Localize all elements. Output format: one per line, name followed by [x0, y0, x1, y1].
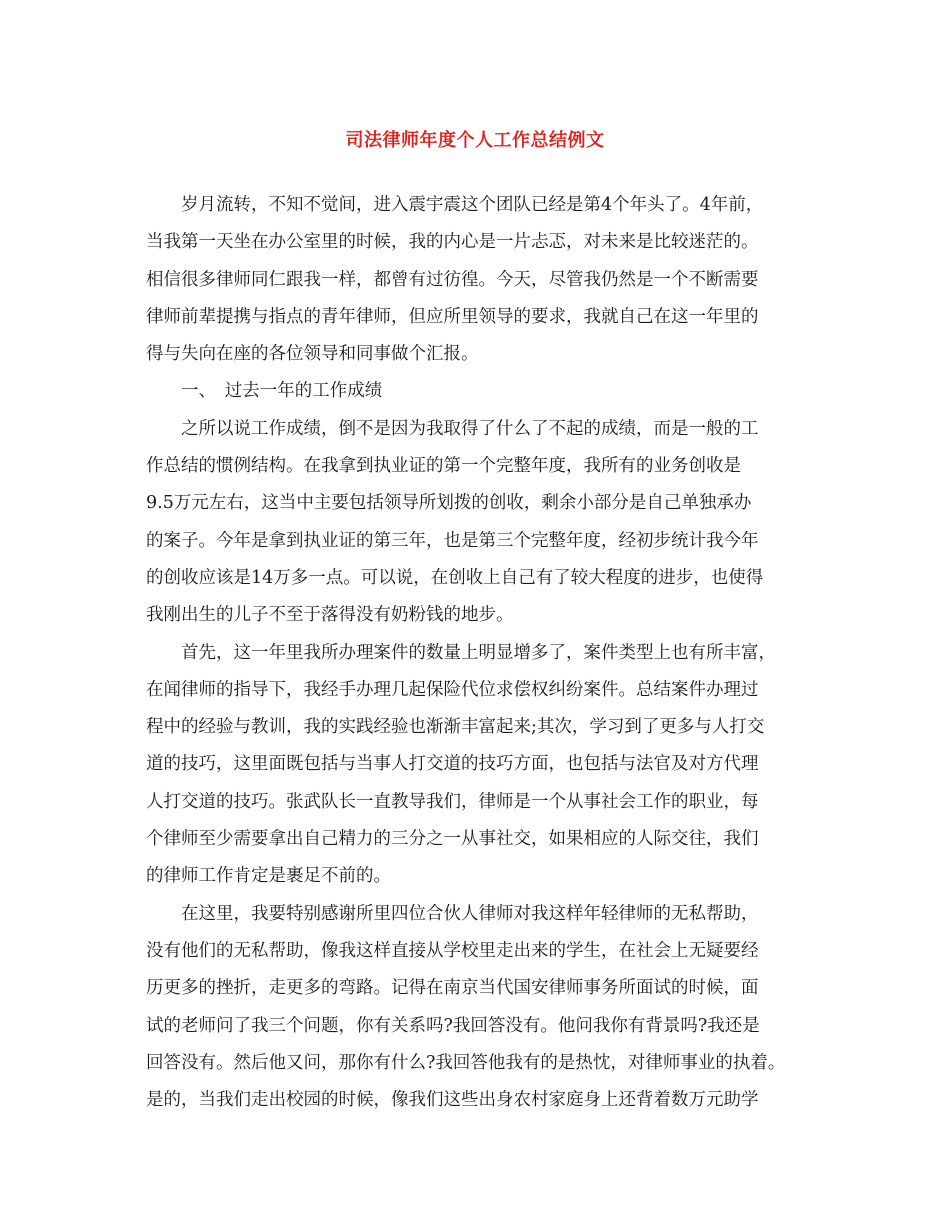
text-line: 没有他们的无私帮助，像我这样直接从学校里走出来的学生，在社会上无疑要经 — [146, 940, 759, 961]
text-line: 回答没有。然后他又问，那你有什么?我回答他我有的是热忱，对律师事业的执着。 — [146, 1052, 786, 1073]
document-title: 司法律师年度个人工作总结例文 — [345, 130, 605, 151]
text-line: 的案子。今年是拿到执业证的第三年，也是第三个完整年度，经初步统计我今年 — [146, 530, 759, 551]
text-line: 律师前辈提携与指点的青年律师，但应所里领导的要求，我就自己在这一年里的 — [146, 306, 759, 327]
text-line: 当我第一天坐在办公室里的时候，我的内心是一片忐忑，对未来是比较迷茫的。 — [146, 232, 759, 253]
text-line: 作总结的惯例结构。在我拿到执业证的第一个完整年度，我所有的业务创收是 — [146, 456, 741, 477]
text-line: 程中的经验与教训，我的实践经验也渐渐丰富起来;其次，学习到了更多与人打交 — [146, 717, 765, 738]
text-line: 我刚出生的儿子不至于落得没有奶粉钱的地步。 — [146, 605, 514, 626]
text-line: 在这里，我要特别感谢所里四位合伙人律师对我这样年轻律师的无私帮助， — [146, 903, 759, 924]
text-line: 的创收应该是14万多一点。可以说，在创收上自己有了较大程度的进步，也使得 — [146, 567, 764, 588]
text-line: 历更多的挫折，走更多的弯路。记得在南京当代国安律师事务所面试的时候，面 — [146, 978, 759, 999]
text-line: 之所以说工作成绩，倒不是因为我取得了什么了不起的成绩，而是一般的工 — [146, 418, 759, 439]
text-line: 人打交道的技巧。张武队长一直教导我们，律师是一个从事社会工作的职业，每 — [146, 791, 759, 812]
text-line: 试的老师问了我三个问题，你有关系吗?我回答没有。他问我你有背景吗?我还是 — [146, 1015, 760, 1036]
section-heading: 一、 过去一年的工作成绩 — [146, 381, 383, 402]
text-line: 个律师至少需要拿出自己精力的三分之一从事社交，如果相应的人际交往，我们 — [146, 829, 759, 850]
text-line: 的律师工作肯定是裹足不前的。 — [146, 866, 391, 887]
text-line: 是的，当我们走出校园的时候，像我们这些出身农村家庭身上还背着数万元助学 — [146, 1090, 759, 1111]
text-line: 相信很多律师同仁跟我一样，都曾有过彷徨。今天，尽管我仍然是一个不断需要 — [146, 269, 759, 290]
text-line: 9.5万元左右，这当中主要包括领导所划拨的创收，剩余小部分是自己单独承办 — [146, 493, 752, 514]
text-line: 道的技巧，这里面既包括与当事人打交道的技巧方面，也包括与法官及对方代理 — [146, 754, 759, 775]
text-line: 首先，这一年里我所办理案件的数量上明显增多了，案件类型上也有所丰富， — [146, 642, 776, 663]
text-line: 得与失向在座的各位领导和同事做个汇报。 — [146, 344, 479, 365]
document-body — [146, 192, 826, 1124]
text-line: 岁月流转，不知不觉间，进入震宇震这个团队已经是第4个年头了。4年前， — [146, 195, 764, 215]
text-line: 在闻律师的指导下，我经手办理几起保险代位求偿权纠纷案件。总结案件办理过 — [146, 679, 759, 700]
